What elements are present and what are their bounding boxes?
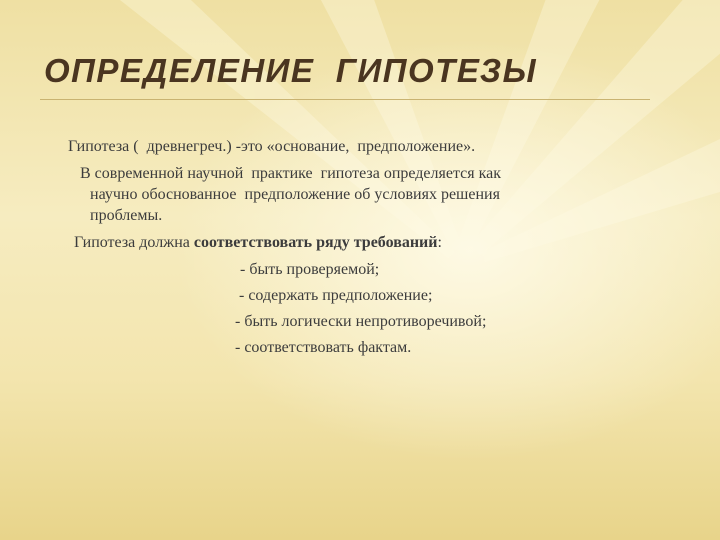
- requirement-emphasis: соответствовать ряду требований: [193, 234, 438, 251]
- practice-line-3: проблемы.: [90, 207, 163, 224]
- requirement-item-4: - соответствовать фактам.: [235, 339, 412, 356]
- requirement-suffix: :: [437, 234, 442, 251]
- practice-line-1: В современной научной практике гипотеза определяется как: [80, 165, 502, 182]
- requirement-item-3: - быть логически непротиворечивой;: [235, 313, 487, 330]
- requirement-prefix: Гипотеза должна: [74, 234, 194, 251]
- slide-title: ОПРЕДЕЛЕНИЕ ГИПОТЕЗЫ: [44, 52, 538, 89]
- requirement-item-1: - быть проверяемой;: [240, 261, 380, 278]
- definition-text: Гипотеза ( древнегреч.) -это «основание, предположение».: [68, 138, 476, 155]
- requirement-item-2: - содержать предположение;: [239, 287, 433, 304]
- requirement-intro: [74, 232, 442, 253]
- practice-line-2: научно обоснованное предположение об условиях решения: [90, 186, 500, 203]
- title-divider: [40, 99, 650, 100]
